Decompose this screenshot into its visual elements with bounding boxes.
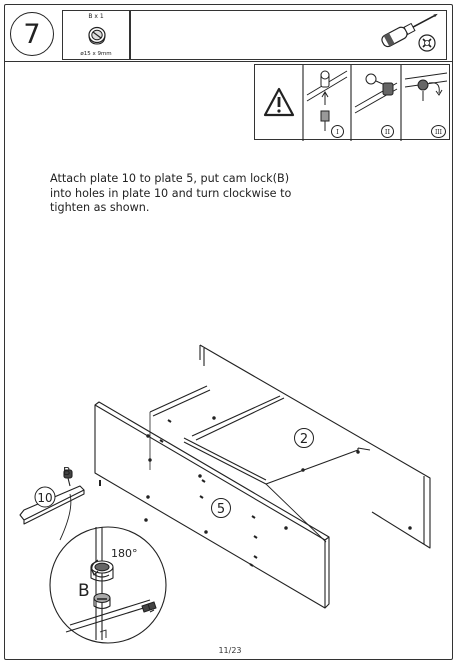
part-size: ø15 x 9mm: [80, 51, 112, 57]
substep-2-label: II: [381, 125, 394, 138]
detail-cam-lock-label: B: [78, 581, 90, 601]
page-number: 11/23: [218, 646, 242, 655]
substep-1-label: I: [331, 125, 344, 138]
plate-10-label: 10: [37, 491, 53, 505]
part-quantity: B x 1: [88, 13, 104, 20]
plate-5-label: 5: [216, 502, 226, 517]
plate-2-label: 2: [299, 432, 309, 447]
instruction-text: Attach plate 10 to plate 5, put cam lock(B) into holes in plate 10 and turn clockwise to tighten as shown.: [50, 172, 292, 214]
substep-3-label: III: [431, 125, 446, 138]
step-number: 7: [10, 12, 54, 56]
cam-lock-label: B: [63, 465, 71, 478]
rotation-label: 180°: [111, 547, 138, 560]
